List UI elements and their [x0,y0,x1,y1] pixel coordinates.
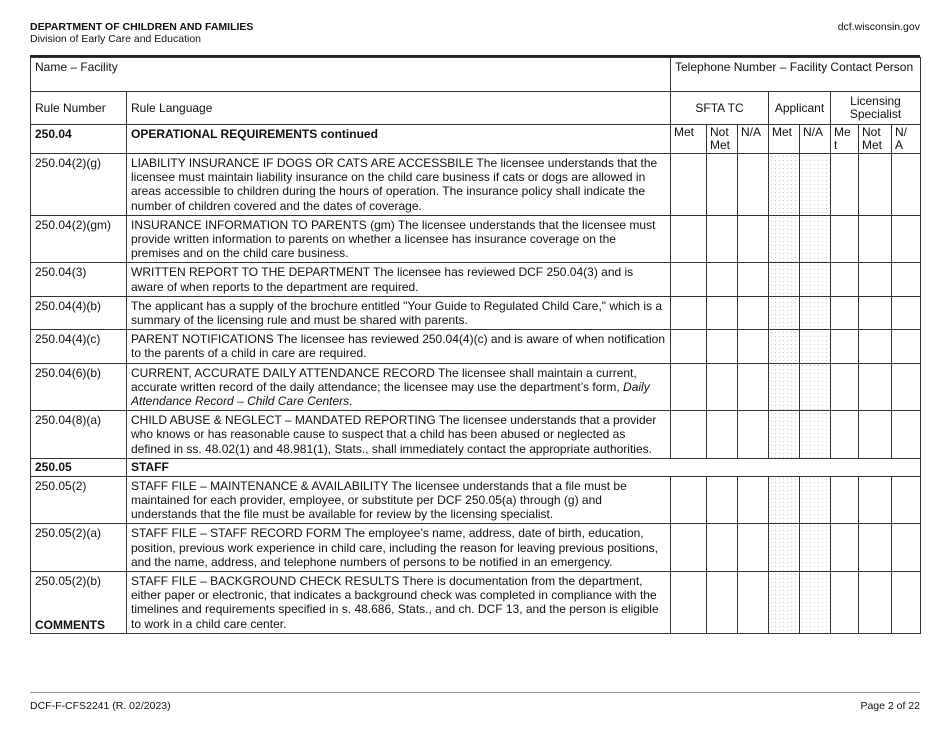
comments-label: COMMENTS [35,618,105,632]
rule-number: 250.04(8)(a) [31,411,127,459]
sfta-not-met-cell[interactable] [707,476,738,524]
licensing-not-met-cell[interactable] [859,572,892,634]
applicant-na-cell[interactable] [800,154,831,216]
sfta-not-met-cell[interactable] [707,330,738,363]
table-row [31,524,921,572]
sfta-met-cell[interactable] [671,476,707,524]
sfta-na-header: N/A [738,125,769,154]
table-row [31,572,921,634]
applicant-met-header: Met [769,125,800,154]
applicant-met-cell[interactable] [769,296,800,329]
section-number: 250.04 [31,125,127,154]
name-facility-field[interactable] [31,58,671,92]
rule-number: 250.04(3) [31,263,127,296]
rule-text: WRITTEN REPORT TO THE DEPARTMENT The licensee has reviewed DCF 250.04(3) and is aware of when reports to the department are required. [127,263,671,296]
rule-number: 250.05(2) [31,476,127,524]
table-row [31,363,921,411]
licensing-not-met-cell[interactable] [859,215,892,263]
applicant-na-cell[interactable] [800,215,831,263]
sfta-header: SFTA TC [671,92,769,125]
licensing-na-cell[interactable] [892,363,921,411]
rule-text: LIABILITY INSURANCE IF DOGS OR CATS ARE ACCESSBILE The licensee understands that the licensee must maintain liability insurance on the child care business if cats or dogs are allowed in areas accessible to children during the hours of operation. The insurance policy shall indicate the number of children covered and the dates of coverage. [127,154,671,216]
sfta-not-met-cell[interactable] [707,296,738,329]
applicant-na-header: N/A [800,125,831,154]
licensing-not-met-cell[interactable] [859,296,892,329]
rule-number: 250.04(6)(b) [31,363,127,411]
licensing-na-cell[interactable] [892,330,921,363]
licensing-header: Licensing Specialist [831,92,921,125]
applicant-na-cell[interactable] [800,363,831,411]
sfta-na-cell[interactable] [738,296,769,329]
applicant-met-cell[interactable] [769,363,800,411]
sfta-not-met-cell[interactable] [707,263,738,296]
licensing-not-met-cell[interactable] [859,411,892,459]
applicant-met-cell[interactable] [769,476,800,524]
rule-number: 250.04(4)(b) [31,296,127,329]
sfta-met-cell[interactable] [671,263,707,296]
applicant-na-cell[interactable] [800,476,831,524]
rule-number: 250.04(2)(g) [31,154,127,216]
licensing-not-met-cell[interactable] [859,363,892,411]
website: dcf.wisconsin.gov [837,21,920,33]
sfta-met-cell[interactable] [671,215,707,263]
licensing-met-cell[interactable] [831,154,859,216]
sfta-not-met-cell[interactable] [707,524,738,572]
licensing-not-met-cell[interactable] [859,330,892,363]
applicant-header: Applicant [769,92,831,125]
sfta-met-cell[interactable] [671,296,707,329]
name-facility-label: Name – Facility [35,60,118,74]
applicant-met-cell[interactable] [769,330,800,363]
department-name: DEPARTMENT OF CHILDREN AND FAMILIES [30,21,254,33]
licensing-not-met-cell[interactable] [859,476,892,524]
licensing-met-cell[interactable] [831,330,859,363]
sfta-met-header: Met [671,125,707,154]
sfta-not-met-cell[interactable] [707,411,738,459]
sfta-met-cell[interactable] [671,363,707,411]
licensing-na-header: N/ A [892,125,921,154]
sfta-not-met-cell[interactable] [707,572,738,634]
rule-text-tail: . [349,394,353,409]
sfta-na-cell[interactable] [738,363,769,411]
rule-text: PARENT NOTIFICATIONS The licensee has reviewed 250.04(4)(c) and is aware of when notification to the parents of a child in care are required. [127,330,671,363]
table-row [31,411,921,459]
applicant-met-cell[interactable] [769,524,800,572]
licensing-not-met-header: Not Met [859,125,892,154]
footer-rule [30,692,920,693]
rule-number: 250.05(2)(b) [31,572,127,634]
rule-number: 250.04(2)(gm) [31,215,127,263]
sfta-met-cell[interactable] [671,524,707,572]
licensing-na-cell[interactable] [892,524,921,572]
sfta-not-met-cell[interactable] [707,363,738,411]
applicant-met-cell[interactable] [769,572,800,634]
licensing-not-met-cell[interactable] [859,524,892,572]
sfta-met-cell[interactable] [671,330,707,363]
applicant-met-cell[interactable] [769,263,800,296]
rule-text-main: CURRENT, ACCURATE DAILY ATTENDANCE RECORD The licensee shall maintain a current, accurate written record of the daily attendance; the licensee may use the department’s form, [131,365,637,394]
sfta-na-cell[interactable] [738,476,769,524]
applicant-na-cell[interactable] [800,524,831,572]
applicant-na-cell[interactable] [800,572,831,634]
applicant-na-cell[interactable] [800,330,831,363]
sfta-met-cell[interactable] [671,411,707,459]
licensing-met-cell[interactable] [831,524,859,572]
rule-number-header: Rule Number [31,92,127,125]
telephone-label: Telephone Number – Facility Contact Person [675,60,914,74]
sfta-na-cell[interactable] [738,215,769,263]
licensing-met-cell[interactable] [831,296,859,329]
licensing-met-cell[interactable] [831,572,859,634]
licensing-not-met-cell[interactable] [859,263,892,296]
table-row [31,215,921,263]
page-number: Page 2 of 22 [860,700,920,712]
rule-text-form-title: Daily Attendance Record – Child Care Centers [131,379,650,409]
sfta-na-cell[interactable] [738,154,769,216]
rule-number: 250.04(4)(c) [31,330,127,363]
rule-text: The applicant has a supply of the brochure entitled "Your Guide to Regulated Child Care," which is a summary of the licensing rule and must be shared with parents. [127,296,671,329]
table-row [31,296,921,329]
licensing-not-met-cell[interactable] [859,154,892,216]
applicant-met-cell[interactable] [769,154,800,216]
sfta-na-cell[interactable] [738,524,769,572]
rule-text: STAFF FILE – BACKGROUND CHECK RESULTS There is documentation from the department, either paper or electronic, that indicates a background check was completed in compliance with the timelines and requirements specified in s. 48.686, Stats., and ch. DCF 13, and the person is eligible to work in a child care center. [127,572,671,634]
licensing-na-cell[interactable] [892,476,921,524]
licensing-na-cell[interactable] [892,154,921,216]
table-row [31,476,921,524]
licensing-met-cell[interactable] [831,363,859,411]
sfta-met-cell[interactable] [671,154,707,216]
rule-text: INSURANCE INFORMATION TO PARENTS (gm) The licensee understands that the licensee must provide written information to parents on whether a licensee has insurance coverage on the premises and on the child care business. [127,215,671,263]
table-row [31,330,921,363]
licensing-met-cell[interactable] [831,215,859,263]
rule-language-header: Rule Language [127,92,671,125]
sfta-na-cell[interactable] [738,263,769,296]
table-row [31,263,921,296]
licensing-na-cell[interactable] [892,263,921,296]
licensing-met-cell[interactable] [831,476,859,524]
checklist-table [30,57,921,634]
section-title: STAFF [127,458,921,476]
licensing-na-cell[interactable] [892,572,921,634]
rule-text: STAFF FILE – STAFF RECORD FORM The employee’s name, address, date of birth, education, position, previous work experience in child care, including the reason for leaving previous positions, and the name, address, and telephone numbers of persons to be notified in an emergency. [127,524,671,572]
division-name: Division of Early Care and Education [30,33,202,45]
licensing-met-cell[interactable] [831,263,859,296]
licensing-met-cell[interactable] [831,411,859,459]
sfta-not-met-cell[interactable] [707,215,738,263]
applicant-met-cell[interactable] [769,215,800,263]
sfta-not-met-cell[interactable] [707,154,738,216]
sfta-na-cell[interactable] [738,330,769,363]
applicant-met-cell[interactable] [769,411,800,459]
telephone-field[interactable] [671,58,921,92]
licensing-na-cell[interactable] [892,296,921,329]
rule-text: CHILD ABUSE & NEGLECT – MANDATED REPORTING The licensee understands that a provider who knows or has reasonable cause to suspect that a child has been abused or neglected as defined in ss. 48.02(1) and 48.981(1), Stats., shall immediately contact the appropriate authorities. [127,411,671,459]
section-title: OPERATIONAL REQUIREMENTS continued [127,125,671,154]
applicant-na-cell[interactable] [800,296,831,329]
rule-text [127,363,671,411]
licensing-na-cell[interactable] [892,215,921,263]
section-number: 250.05 [31,458,127,476]
licensing-na-cell[interactable] [892,411,921,459]
form-id: DCF-F-CFS2241 (R. 02/2023) [30,700,171,712]
sfta-not-met-header: Not Met [707,125,738,154]
applicant-na-cell[interactable] [800,263,831,296]
rule-text: STAFF FILE – MAINTENANCE & AVAILABILITY The licensee understands that a file must be maintained for each provider, employee, or substitute per DCF 250.05(a) through (g) and understands that the file must be available for review by the licensing specialist. [127,476,671,524]
rule-number: 250.05(2)(a) [31,524,127,572]
sfta-met-cell[interactable] [671,572,707,634]
sfta-na-cell[interactable] [738,572,769,634]
licensing-met-header: Me t [831,125,859,154]
sfta-na-cell[interactable] [738,411,769,459]
table-row [31,154,921,216]
applicant-na-cell[interactable] [800,411,831,459]
